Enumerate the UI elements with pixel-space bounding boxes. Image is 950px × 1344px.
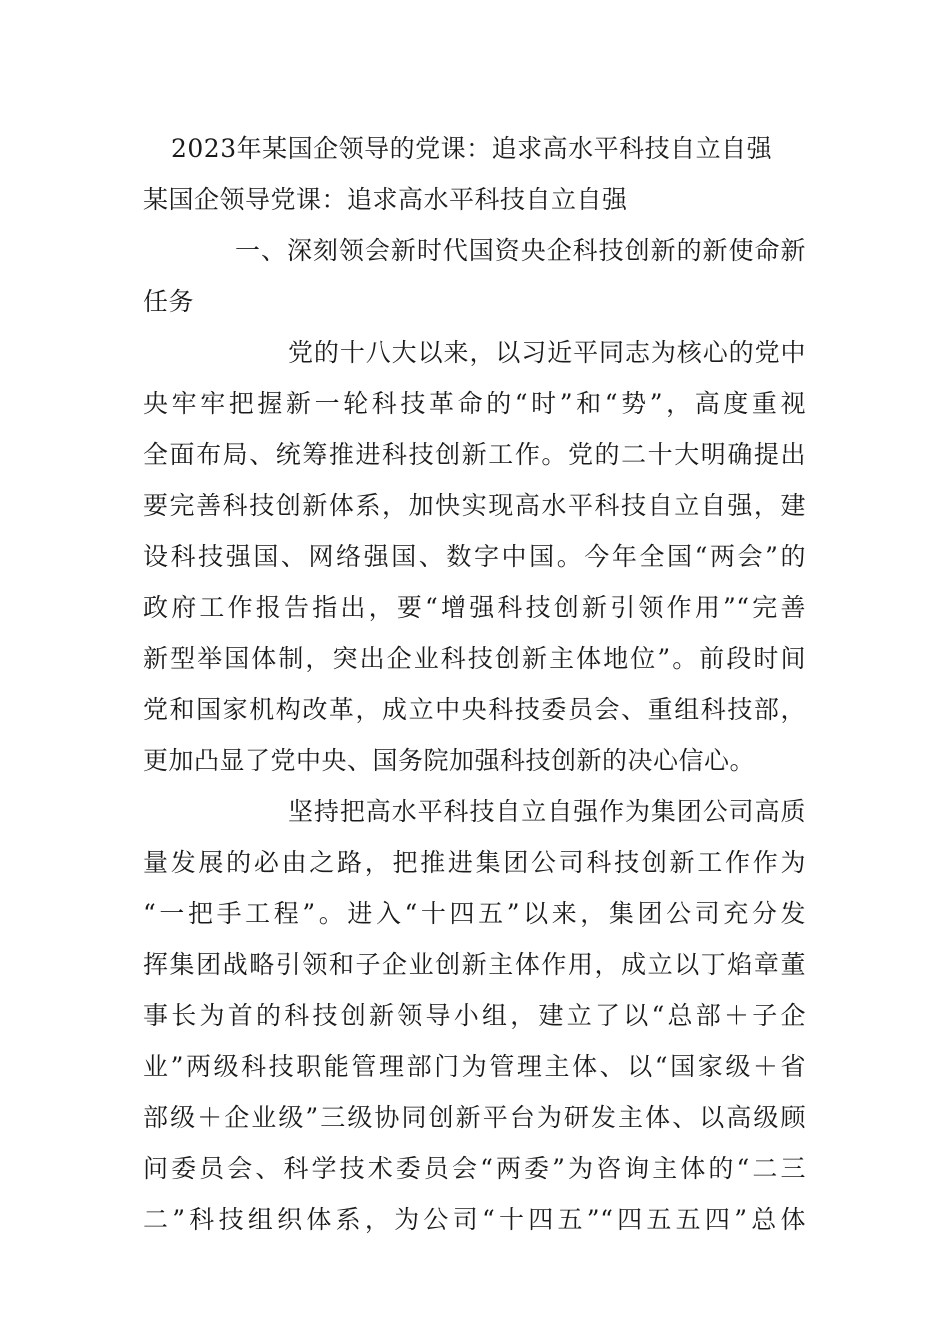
paragraph-line: 挥集团战略引领和子企业创新主体作用，成立以丁焰章董 <box>143 950 806 979</box>
section-heading-continued: 任务 <box>143 287 195 316</box>
paragraph-line: 量发展的必由之路，把推进集团公司科技创新工作作为 <box>143 848 806 877</box>
paragraph-line: 要完善科技创新体系，加快实现高水平科技自立自强，建 <box>143 491 806 520</box>
paragraph-line: 业”两级科技职能管理部门为管理主体、以“国家级＋省 <box>143 1052 806 1081</box>
paragraph-line: 设科技强国、网络强国、数字中国。今年全国“两会”的 <box>143 542 806 571</box>
paragraph-line: 全面布局、统筹推进科技创新工作。党的二十大明确提出 <box>143 440 806 469</box>
paragraph-line: 二”科技组织体系，为公司“十四五”“四五五四”总体 <box>143 1205 806 1234</box>
paragraph-line: 部级＋企业级”三级协同创新平台为研发主体、以高级顾 <box>143 1103 806 1132</box>
paragraph-line: 更加凸显了党中央、国务院加强科技创新的决心信心。 <box>143 746 756 775</box>
paragraph-line: 坚持把高水平科技自立自强作为集团公司高质 <box>288 797 806 826</box>
paragraph-line: 政府工作报告指出，要“增强科技创新引领作用”“完善 <box>143 593 806 622</box>
document-title: 2023年某国企领导的党课：追求高水平科技自立自强 <box>171 134 773 163</box>
paragraph-line: 党和国家机构改革，成立中央科技委员会、重组科技部， <box>143 695 806 724</box>
document-subtitle: 某国企领导党课：追求高水平科技自立自强 <box>143 185 628 214</box>
paragraph-line: “一把手工程”。进入“十四五”以来，集团公司充分发 <box>143 899 806 928</box>
paragraph-line: 事长为首的科技创新领导小组，建立了以“总部＋子企 <box>143 1001 806 1030</box>
paragraph-line: 新型举国体制，突出企业科技创新主体地位”。前段时间 <box>143 644 806 673</box>
paragraph-line: 问委员会、科学技术委员会“两委”为咨询主体的“二三 <box>143 1154 806 1183</box>
paragraph-line: 央牢牢把握新一轮科技革命的“时”和“势”，高度重视 <box>143 389 806 418</box>
paragraph-line: 党的十八大以来，以习近平同志为核心的党中 <box>288 338 806 367</box>
section-heading: 一、深刻领会新时代国资央企科技创新的新使命新 <box>235 236 806 265</box>
